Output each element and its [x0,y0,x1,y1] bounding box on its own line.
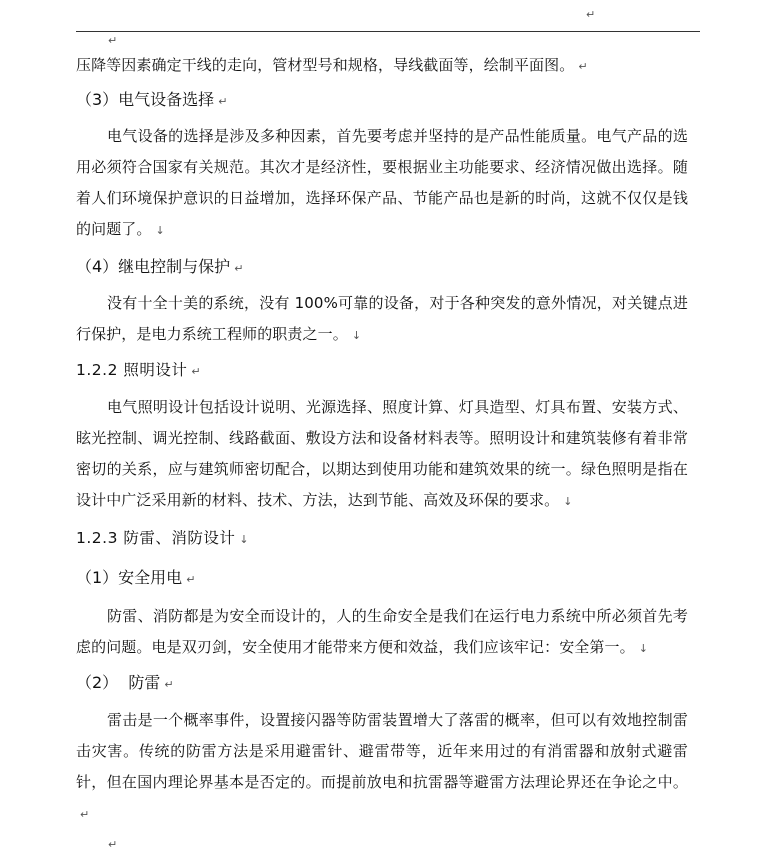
section-heading-lightning-fire [76,523,688,555]
section-heading-lighting [76,355,688,387]
paragraph-text: 防雷、消防都是为安全而设计的，人的生命安全是我们在运行电力系统中所必须首先考虑的问题。电是双刃剑，安全使用才能带来方便和效益，我们应该牢记：安全第一。 [76,607,688,656]
paragraph-mark: ↵ [191,365,202,378]
paragraph-text: 没有十全十美的系统，没有 100%可靠的设备，对于各种突发的意外情况，对关键点进行保护，是电力系统工程师的职责之一。 [76,294,688,343]
paragraph-text: 压降等因素确定干线的走向，管材型号和规格，导线截面等，绘制平面图。 [76,56,575,74]
paragraph-mark: ↵ [234,262,244,275]
paragraph-lightning-protection [76,705,688,830]
paragraph-relay-control [76,288,688,351]
paragraph-mark: ↵ [80,808,90,821]
section-heading-text: 1.2.2 照明设计 [76,361,188,379]
heading-text: （2） 防雷 [76,673,161,692]
paragraph-mark: ↓ [351,329,362,342]
paragraph-mark: ↓ [155,224,165,237]
paragraph-mark: ↵ [578,60,588,73]
paragraph-mark: ↓ [563,495,573,508]
paragraph-continued [76,50,688,82]
paragraph-lighting [76,392,688,517]
paragraph-mark: ↵ [186,573,196,586]
paragraph-electrical-safety [76,601,688,664]
header-rule [76,31,700,32]
heading-electrical-equipment [76,85,688,117]
paragraph-mark: ↓ [239,533,250,546]
empty-paragraph-mark: ↵ [108,838,118,851]
heading-electrical-safety [76,563,688,595]
paragraph-text: 雷击是一个概率事件，设置接闪器等防雷装置增大了落雷的概率，但可以有效地控制雷击灾害。传统的防雷方法是采用避雷针、避雷带等，近年来用过的有消雷器和放射式避雷针，但在国内理论界基本是否定的。而提前放电和抗雷器等避雷方法理论界还在争论之中。 [76,711,688,791]
heading-text: （3）电气设备选择 [76,90,215,109]
heading-relay-control [76,252,688,284]
heading-text: （4）继电控制与保护 [76,257,231,276]
empty-paragraph-mark: ↵ [108,34,118,47]
paragraph-mark: ↵ [164,678,174,691]
section-heading-text: 1.2.3 防雷、消防设计 [76,529,236,547]
paragraph-text: 电气照明设计包括设计说明、光源选择、照度计算、灯具造型、灯具布置、安装方式、眩光控制、调光控制、线路截面、敷设方法和设备材料表等。照明设计和建筑装修有着非常密切的关系，应与建筑师密切配合，以期达到使用功能和建筑效果的统一。绿色照明是指在设计中广泛采用新的材料、技术、方法，达到节能、高效及环保的要求。 [76,398,688,509]
heading-text: （1）安全用电 [76,568,183,587]
header-paragraph-mark: ↵ [586,8,596,21]
paragraph-text: 电气设备的选择是涉及多种因素，首先要考虑并坚持的是产品性能质量。电气产品的选用必须符合国家有关规范。其次才是经济性，要根据业主功能要求、经济情况做出选择。随着人们环境保护意识的日益增加，选择环保产品、节能产品也是新的时尚，这就不仅仅是钱的问题了。 [76,127,688,238]
paragraph-electrical-equipment [76,121,688,246]
paragraph-mark: ↵ [218,95,228,108]
heading-lightning-protection [76,668,688,700]
paragraph-mark: ↓ [638,642,649,655]
